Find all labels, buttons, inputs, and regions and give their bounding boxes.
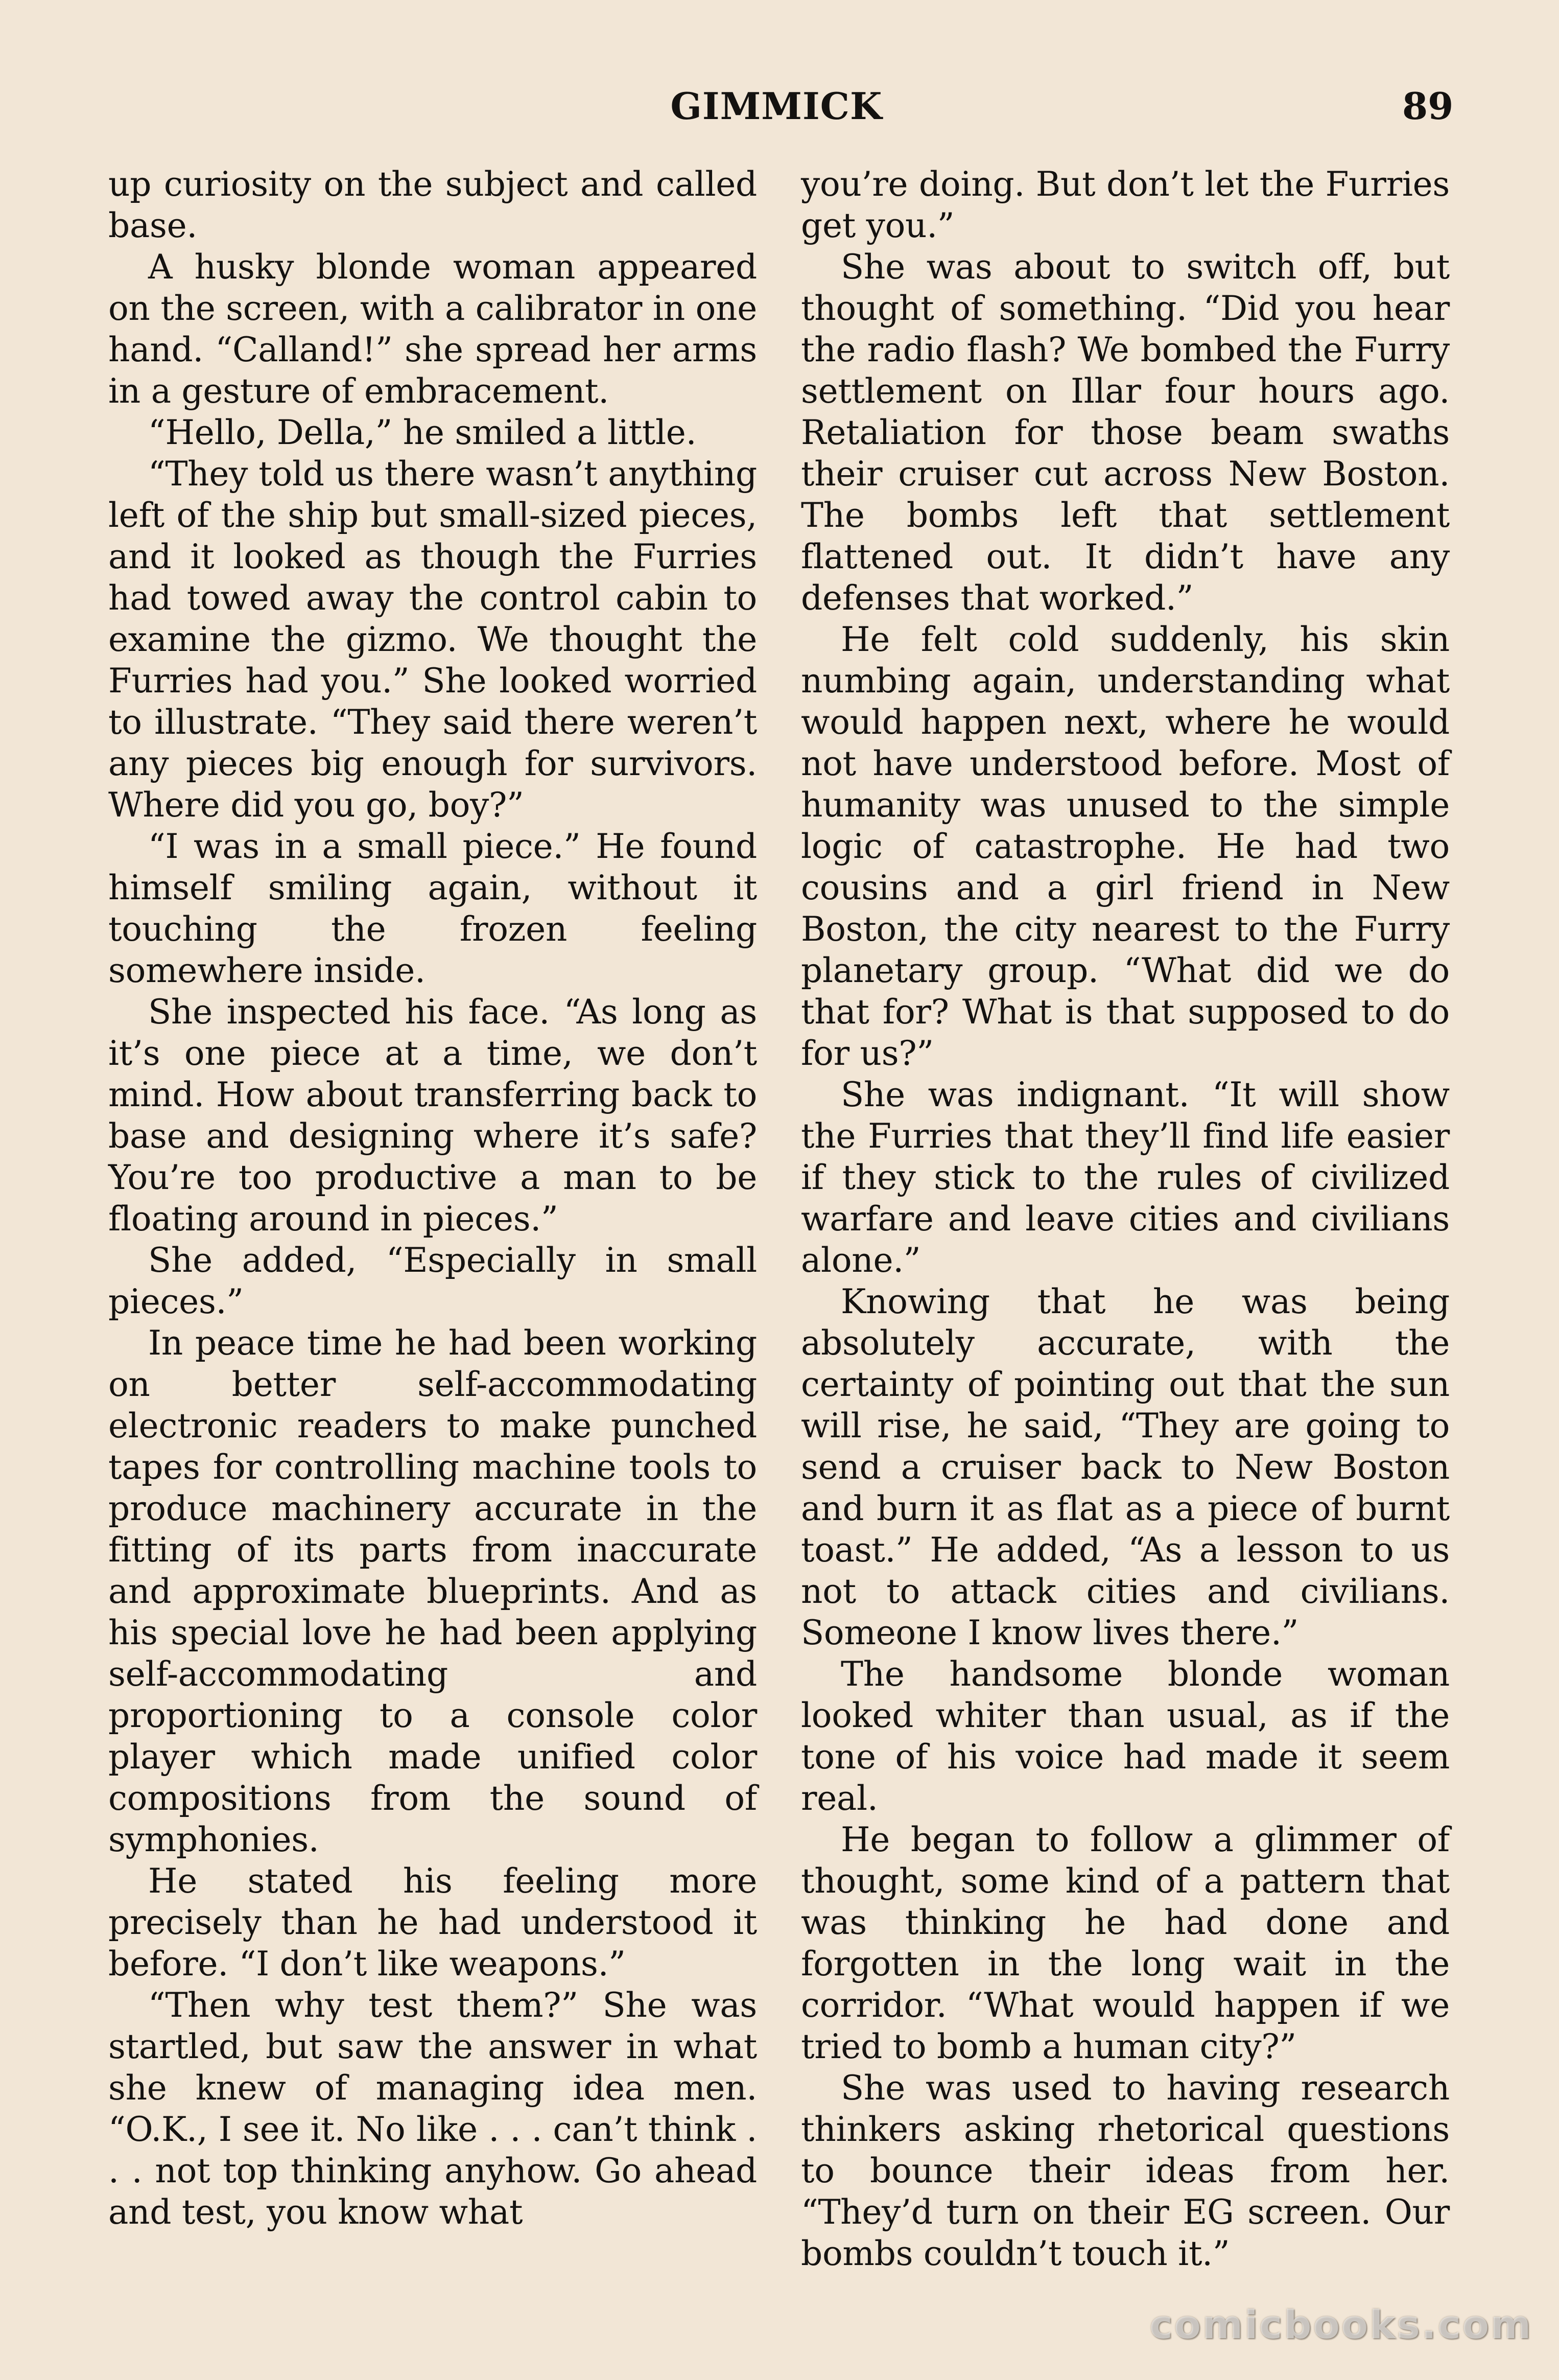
paragraph: In peace time he had been working on better self-accommodating electronic readers to make punched tapes for controlling machine tools to produce machinery accurate in the fitting of its parts from inaccurate and approximate blueprints. And as his special love he had been applying self-accommodating and proportioning to a console color player which made unified color compositions from the sound of symphonies. [108,1323,757,1859]
paragraph: “I was in a small piece.” He found himself smiling again, without it touching the frozen feeling somewhere inside. [108,827,757,990]
paragraph: She inspected his face. “As long as it’s one piece at a time, we don’t mind. How about transferring back to base and designing where it’s safe? You’re too productive a man to be floating around in pieces.” [108,992,757,1239]
paragraph: up curiosity on the subject and called base. [108,165,757,245]
paragraph: The handsome blonde woman looked whiter than usual, as if the tone of his voice had made it seem real. [801,1654,1450,1818]
paragraph: He began to follow a glimmer of thought, some kind of a pattern that was thinking he had done and forgotten in the long wait in the corridor. “What would happen if we tried to bomb a human city?” [801,1820,1450,2066]
paragraph: He felt cold suddenly, his skin numbing again, understanding what would happen next, where he would not have understood before. Most of humanity was unused to the simple logic of catastrophe. He had two cousins and a girl friend in New Boston, the city nearest to the Furry planetary group. “What did we do that for? What is that supposed to do for us?” [801,620,1450,1073]
paragraph: He stated his feeling more precisely than he had understood it before. “I don’t like weapons.” [108,1861,757,1984]
running-header-title: GIMMICK [670,84,883,128]
paragraph: “Then why test them?” She was startled, but saw the answer in what she knew of managing idea men. “O.K., I see it. No like . . . can’t think . . . not top thinking anyhow. Go ahead and test, you know what [108,1986,757,2232]
paragraph: A husky blonde woman appeared on the screen, with a calibrator in one hand. “Calland!” she spread her arms in a gesture of embracement. [108,247,757,411]
paragraph: She was indignant. “It will show the Furries that they’ll find life easier if they stick to the rules of civilized warfare and leave cities and civilians alone.” [801,1075,1450,1280]
right-text-column [801,164,1450,2274]
page-number: 89 [1402,84,1454,128]
paragraph: She added, “Especially in small pieces.” [108,1241,757,1321]
watermark: comicbooks.com [1149,2302,1532,2347]
paragraph: “They told us there wasn’t anything left of the ship but small-sized pieces, and it looked as though the Furries had towed away the control cabin to examine the gizmo. We thought the Furries had you.” She looked worried to illustrate. “They said there weren’t any pieces big enough for survivors. Where did you go, boy?” [108,454,757,825]
paragraph: “Hello, Della,” he smiled a little. [148,413,697,452]
paragraph: you’re doing. But don’t let the Furries get you.” [801,165,1450,245]
paragraph: She was about to switch off, but thought of something. “Did you hear the radio flash? We bombed the Furry settlement on Illar four hours ago. Retaliation for those beam swaths their cruiser cut across New Boston. The bombs left that settlement flattened out. It didn’t have any defenses that worked.” [801,247,1450,618]
paragraph: Knowing that he was being absolutely accurate, with the certainty of pointing out that the sun will rise, he said, “They are going to send a cruiser back to New Boston and burn it as flat as a piece of burnt toast.” He added, “As a lesson to us not to attack cities and civilians. Someone I know lives there.” [801,1282,1450,1652]
paragraph: She was used to having research thinkers asking rhetorical questions to bounce their ideas from her. “They’d turn on their EG screen. Our bombs couldn’t touch it.” [801,2068,1450,2273]
left-text-column [108,164,757,2233]
